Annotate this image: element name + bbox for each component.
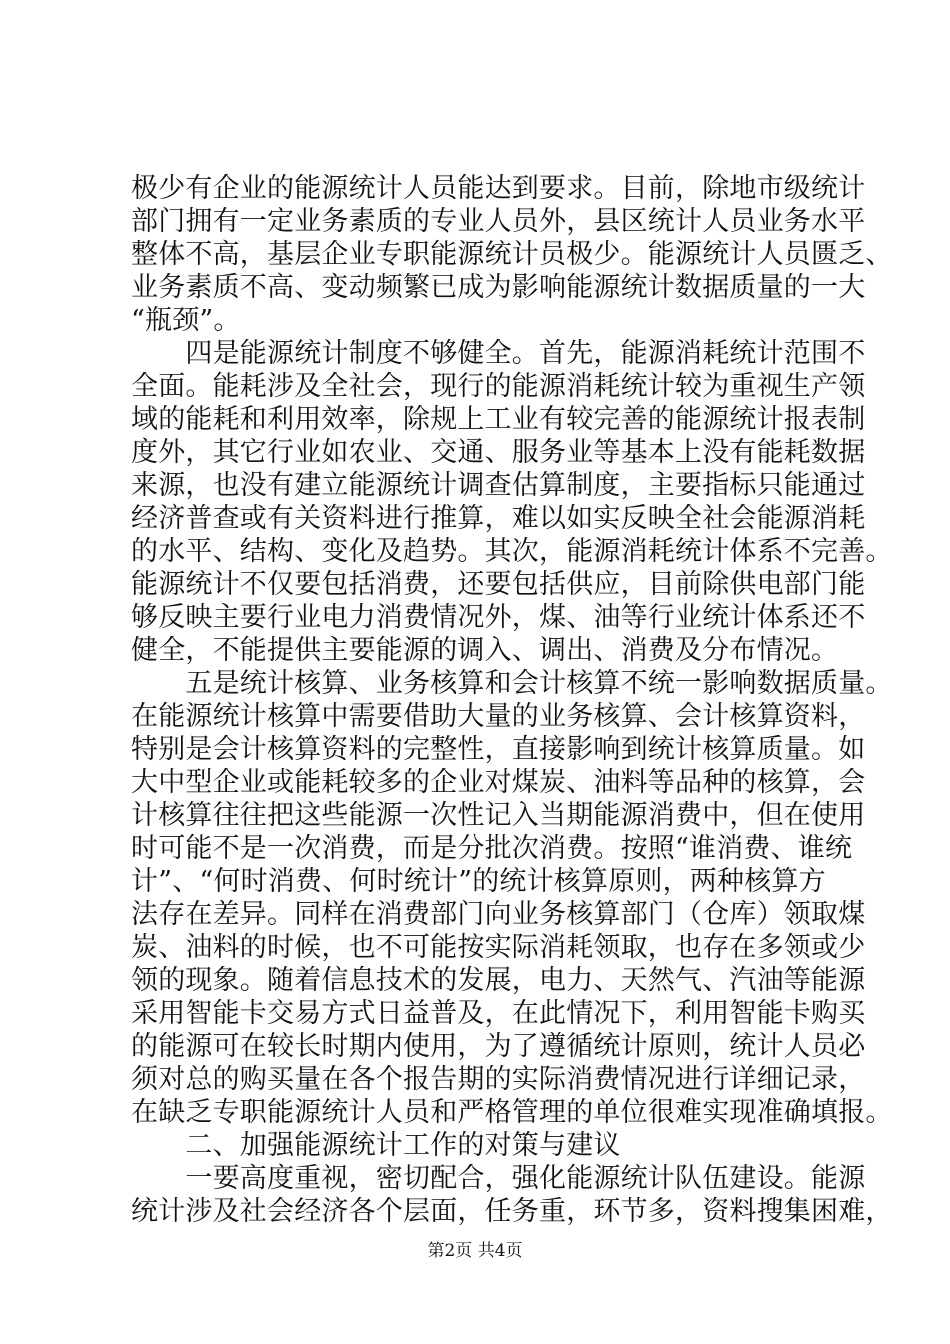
text-line: 全面。能耗涉及全社会，现行的能源消耗统计较为重视生产领 <box>131 371 866 402</box>
text-line: 计核算往往把这些能源一次性记入当期能源消费中，但在使用 <box>131 800 866 831</box>
text-line: 采用智能卡交易方式日益普及，在此情况下，利用智能卡购买 <box>131 998 866 1029</box>
text-line: 四是能源统计制度不够健全。首先，能源消耗统计范围不 <box>131 338 866 369</box>
text-line: 极少有企业的能源统计人员能达到要求。目前，除地市级统计 <box>131 173 866 204</box>
text-line: 大中型企业或能耗较多的企业对煤炭、油料等品种的核算，会 <box>131 767 866 798</box>
text-line: 时可能不是一次消费，而是分批次消费。按照“谁消费、谁统 <box>131 833 853 864</box>
text-line: 一要高度重视，密切配合，强化能源统计队伍建设。能源 <box>131 1163 866 1194</box>
page-footer: 第2页 共4页 <box>427 1241 523 1261</box>
text-line: 炭、油料的时候，也不可能按实际消耗领取，也存在多领或少 <box>131 932 866 963</box>
text-line: “瓶颈”。 <box>131 305 241 336</box>
text-line: 统计涉及社会经济各个层面，任务重，环节多，资料搜集困难， <box>131 1196 893 1227</box>
text-line: 经济普查或有关资料进行推算，难以如实反映全社会能源消耗 <box>131 503 866 534</box>
text-line: 来源，也没有建立能源统计调查估算制度，主要指标只能通过 <box>131 470 866 501</box>
text-line: 特别是会计核算资料的完整性，直接影响到统计核算质量。如 <box>131 734 866 765</box>
text-line: 须对总的购买量在各个报告期的实际消费情况进行详细记录， <box>131 1064 866 1095</box>
text-line: 的水平、结构、变化及趋势。其次，能源消耗统计体系不完善。 <box>131 536 893 567</box>
text-line: 领的现象。随着信息技术的发展，电力、天然气、汽油等能源 <box>131 965 866 996</box>
text-line: 整体不高，基层企业专职能源统计员极少。能源统计人员匮乏、 <box>131 239 893 270</box>
text-line: 的能源可在较长时期内使用，为了遵循统计原则，统计人员必 <box>131 1031 866 1062</box>
text-line: 域的能耗和利用效率，除规上工业有较完善的能源统计报表制 <box>131 404 866 435</box>
text-line: 计”、“何时消费、何时统计”的统计核算原则，两种核算方 <box>131 866 826 897</box>
text-line: 法存在差异。同样在消费部门向业务核算部门（仓库）领取煤 <box>131 899 866 930</box>
text-line: 够反映主要行业电力消费情况外，煤、油等行业统计体系还不 <box>131 602 866 633</box>
text-line: 健全，不能提供主要能源的调入、调出、消费及分布情况。 <box>131 635 839 666</box>
text-line: 在缺乏专职能源统计人员和严格管理的单位很难实现准确填报。 <box>131 1097 893 1128</box>
text-line: 五是统计核算、业务核算和会计核算不统一影响数据质量。 <box>131 668 893 699</box>
text-line: 业务素质不高、变动频繁已成为影响能源统计数据质量的一大 <box>131 272 866 303</box>
text-line: 度外，其它行业如农业、交通、服务业等基本上没有能耗数据 <box>131 437 866 468</box>
text-line: 部门拥有一定业务素质的专业人员外，县区统计人员业务水平 <box>131 206 866 237</box>
text-line: 在能源统计核算中需要借助大量的业务核算、会计核算资料， <box>131 701 866 732</box>
text-line: 能源统计不仅要包括消费，还要包括供应，目前除供电部门能 <box>131 569 866 600</box>
section-heading: 二、加强能源统计工作的对策与建议 <box>131 1130 621 1161</box>
